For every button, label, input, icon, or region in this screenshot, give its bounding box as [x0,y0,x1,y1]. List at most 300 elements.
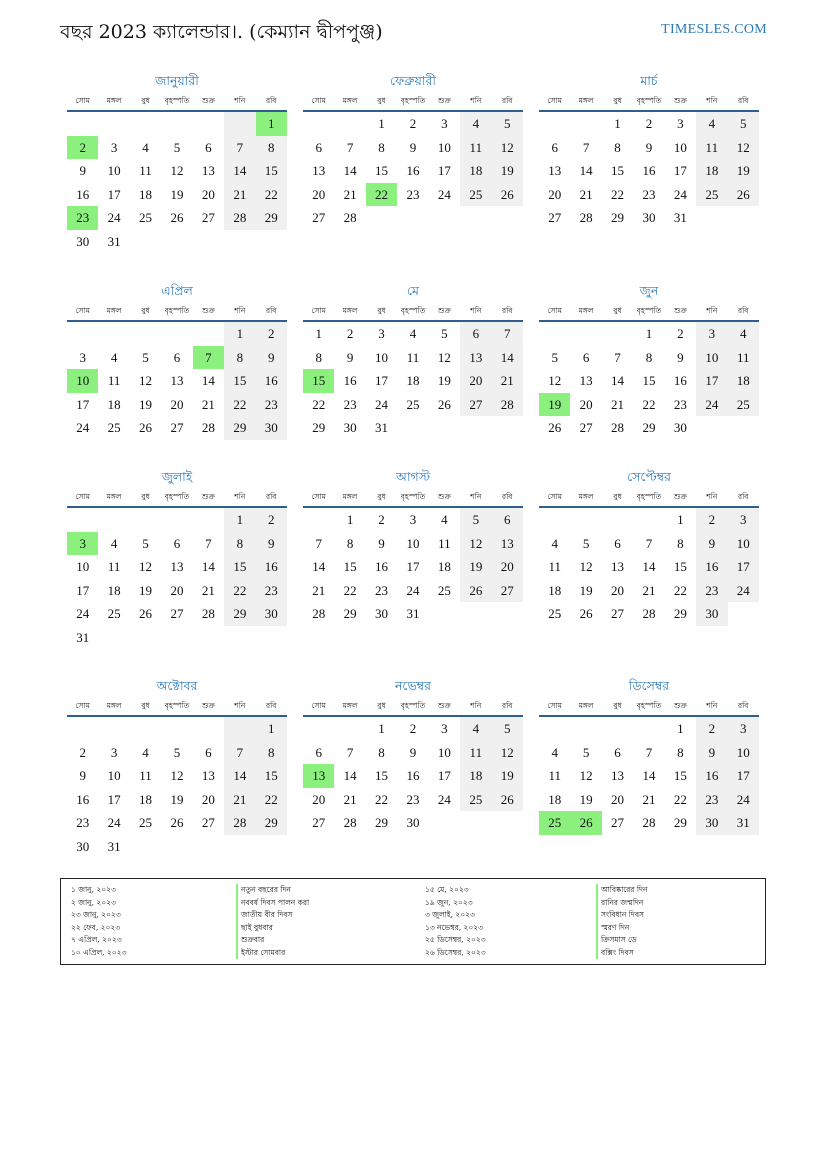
day-cell[interactable]: 18 [437,559,451,574]
day-cell[interactable]: 21 [224,183,255,207]
day-cell[interactable]: 2 [696,508,727,532]
day-cell[interactable]: 26 [492,788,523,812]
day-cell[interactable]: 14 [642,559,656,574]
day-cell[interactable]: 16 [375,559,389,574]
day-cell[interactable]: 26 [460,579,491,603]
day-cell[interactable]: 18 [696,159,727,183]
day-cell[interactable]: 23 [256,579,287,603]
day-cell[interactable]: 5 [460,508,491,532]
day-cell[interactable]: 5 [492,112,523,136]
day-cell[interactable]: 25 [696,183,727,207]
day-cell[interactable]: 15 [375,163,389,178]
day-cell[interactable]: 1 [346,512,354,527]
day-cell[interactable]: 25 [107,606,121,621]
day-cell[interactable]: 26 [139,606,153,621]
day-cell[interactable]: 28 [611,420,625,435]
day-cell[interactable]: 26 [170,210,184,225]
day-cell[interactable]: 24 [728,579,759,603]
day-cell[interactable]: 11 [460,136,491,160]
day-cell[interactable]: 31 [107,233,121,249]
day-cell[interactable]: 8 [378,139,385,155]
day-cell[interactable]: 9 [256,346,287,370]
day-cell[interactable]: 29 [256,811,287,835]
day-cell[interactable]: 27 [312,815,326,830]
day-cell[interactable]: 2 [677,326,684,341]
day-cell[interactable]: 25 [139,210,153,225]
day-cell[interactable]: 21 [343,791,357,807]
day-cell[interactable]: 11 [139,163,152,178]
day-cell[interactable]: 19 [139,396,153,412]
day-cell[interactable]: 11 [406,349,420,365]
day-cell[interactable]: 4 [441,512,448,527]
day-cell[interactable]: 8 [614,139,621,155]
day-cell[interactable]: 10 [437,744,451,760]
day-cell[interactable]: 21 [492,369,523,393]
day-cell[interactable]: 9 [696,741,727,765]
day-cell[interactable]: 23 [673,396,687,412]
day-cell[interactable]: 3 [110,139,118,155]
day-cell[interactable]: 25 [460,183,491,207]
day-cell[interactable]: 23 [343,396,357,412]
day-cell[interactable]: 28 [579,210,593,225]
day-cell[interactable]: 7 [582,139,590,155]
day-cell[interactable]: 15 [611,163,625,178]
day-cell[interactable]: 20 [548,186,562,202]
day-cell[interactable]: 15 [224,555,255,579]
day-cell[interactable]: 19 [579,791,593,807]
day-cell[interactable]: 11 [696,136,727,160]
day-cell[interactable]: 22 [224,579,255,603]
day-cell[interactable]: 16 [696,764,727,788]
day-cell[interactable]: 25 [728,393,759,417]
day-cell[interactable]: 29 [256,206,287,230]
day-cell[interactable]: 22 [224,393,255,417]
day-cell[interactable]: 25 [460,788,491,812]
day-cell[interactable]: 13 [312,163,326,178]
day-cell[interactable]: 25 [548,606,562,621]
day-cell[interactable]: 11 [107,559,121,574]
day-cell[interactable]: 2 [67,136,98,160]
day-cell[interactable]: 7 [205,535,212,551]
day-cell[interactable]: 2 [346,326,354,341]
day-cell[interactable]: 3 [441,721,448,736]
day-cell[interactable]: 18 [548,791,562,807]
day-cell[interactable]: 10 [406,535,420,551]
day-cell[interactable]: 1 [378,721,385,736]
day-cell[interactable]: 23 [406,186,420,202]
day-cell[interactable]: 14 [224,764,255,788]
day-cell[interactable]: 8 [256,136,287,160]
day-cell[interactable]: 22 [366,183,397,207]
day-cell[interactable]: 21 [611,396,625,412]
day-cell[interactable]: 17 [437,768,451,783]
day-cell[interactable]: 22 [256,788,287,812]
day-cell[interactable]: 9 [677,349,684,365]
day-cell[interactable]: 9 [409,139,417,155]
day-cell[interactable]: 27 [201,815,215,830]
day-cell[interactable]: 19 [728,159,759,183]
day-cell[interactable]: 21 [343,186,357,202]
day-cell[interactable]: 31 [673,210,687,225]
day-cell[interactable]: 15 [256,764,287,788]
day-cell[interactable]: 7 [315,535,322,551]
day-cell[interactable]: 29 [673,606,687,621]
day-cell[interactable]: 20 [579,396,593,412]
day-cell[interactable]: 23 [375,582,389,598]
day-cell[interactable]: 28 [201,420,215,435]
day-cell[interactable]: 13 [611,559,625,574]
day-cell[interactable]: 18 [406,373,420,388]
day-cell[interactable]: 10 [67,369,98,393]
day-cell[interactable]: 15 [642,373,656,388]
day-cell[interactable]: 2 [256,508,287,532]
day-cell[interactable]: 6 [315,744,322,760]
day-cell[interactable]: 24 [437,186,451,202]
day-cell[interactable]: 1 [677,721,684,736]
day-cell[interactable]: 27 [170,420,184,435]
day-cell[interactable]: 7 [224,741,255,765]
day-cell[interactable]: 10 [107,768,121,783]
day-cell[interactable]: 27 [611,815,625,830]
day-cell[interactable]: 15 [343,559,357,574]
day-cell[interactable]: 19 [170,791,184,807]
day-cell[interactable]: 30 [76,233,90,249]
day-cell[interactable]: 23 [67,206,98,230]
day-cell[interactable]: 14 [642,768,656,783]
day-cell[interactable]: 25 [139,815,153,830]
day-cell[interactable]: 22 [343,582,357,598]
day-cell[interactable]: 12 [548,373,562,388]
day-cell[interactable]: 8 [346,535,354,551]
day-cell[interactable]: 5 [173,139,181,155]
day-cell[interactable]: 27 [611,606,625,621]
day-cell[interactable]: 17 [728,764,759,788]
day-cell[interactable]: 16 [406,163,420,178]
day-cell[interactable]: 31 [76,629,90,645]
day-cell[interactable]: 16 [642,163,656,178]
day-cell[interactable]: 2 [409,721,417,736]
day-cell[interactable]: 14 [201,373,215,388]
day-cell[interactable]: 20 [611,582,625,598]
day-cell[interactable]: 4 [551,535,558,551]
day-cell[interactable]: 12 [170,768,184,783]
day-cell[interactable]: 1 [224,508,255,532]
day-cell[interactable]: 5 [492,717,523,741]
day-cell[interactable]: 12 [139,373,153,388]
day-cell[interactable]: 20 [492,555,523,579]
day-cell[interactable]: 18 [460,159,491,183]
day-cell[interactable]: 14 [343,768,357,783]
day-cell[interactable]: 20 [170,396,184,412]
day-cell[interactable]: 17 [696,369,727,393]
day-cell[interactable]: 7 [645,744,653,760]
day-cell[interactable]: 8 [677,744,684,760]
day-cell[interactable]: 6 [315,139,322,155]
day-cell[interactable]: 10 [728,741,759,765]
day-cell[interactable]: 29 [224,602,255,626]
day-cell[interactable]: 22 [256,183,287,207]
day-cell[interactable]: 8 [224,346,255,370]
day-cell[interactable]: 20 [170,582,184,598]
day-cell[interactable]: 12 [492,741,523,765]
day-cell[interactable]: 10 [437,139,451,155]
day-cell[interactable]: 16 [696,555,727,579]
day-cell[interactable]: 15 [303,369,334,393]
day-cell[interactable]: 17 [728,555,759,579]
day-cell[interactable]: 4 [110,349,118,365]
day-cell[interactable]: 3 [110,744,118,760]
site-name[interactable]: TIMESLES.COM [661,22,767,37]
day-cell[interactable]: 1 [677,512,684,527]
day-cell[interactable]: 4 [551,744,558,760]
day-cell[interactable]: 18 [728,369,759,393]
day-cell[interactable]: 24 [76,420,90,435]
day-cell[interactable]: 24 [673,186,687,202]
day-cell[interactable]: 2 [409,116,417,131]
day-cell[interactable]: 28 [642,606,656,621]
day-cell[interactable]: 3 [728,508,759,532]
day-cell[interactable]: 1 [315,326,322,341]
day-cell[interactable]: 30 [256,416,287,440]
day-cell[interactable]: 30 [673,420,687,435]
day-cell[interactable]: 2 [645,116,653,131]
day-cell[interactable]: 30 [696,811,727,835]
day-cell[interactable]: 5 [173,744,181,760]
day-cell[interactable]: 11 [548,768,561,783]
day-cell[interactable]: 27 [170,606,184,621]
day-cell[interactable]: 11 [438,535,451,551]
day-cell[interactable]: 20 [201,791,215,807]
day-cell[interactable]: 30 [406,815,420,830]
day-cell[interactable]: 7 [346,744,354,760]
day-cell[interactable]: 1 [645,326,653,341]
day-cell[interactable]: 18 [107,396,121,412]
day-cell[interactable]: 21 [201,582,215,598]
day-cell[interactable]: 18 [139,791,153,807]
day-cell[interactable]: 3 [79,349,86,365]
day-cell[interactable]: 18 [139,186,153,202]
day-cell[interactable]: 12 [139,559,153,574]
day-cell[interactable]: 3 [441,116,448,131]
day-cell[interactable]: 22 [312,396,326,412]
day-cell[interactable]: 24 [375,396,389,412]
day-cell[interactable]: 23 [256,393,287,417]
day-cell[interactable]: 23 [76,815,90,830]
day-cell[interactable]: 12 [579,559,593,574]
day-cell[interactable]: 22 [673,582,687,598]
day-cell[interactable]: 9 [346,349,354,365]
day-cell[interactable]: 21 [312,582,326,598]
day-cell[interactable]: 7 [224,136,255,160]
day-cell[interactable]: 18 [107,582,121,598]
day-cell[interactable]: 13 [170,559,184,574]
day-cell[interactable]: 16 [76,791,90,807]
day-cell[interactable]: 20 [312,791,326,807]
day-cell[interactable]: 30 [256,602,287,626]
day-cell[interactable]: 22 [642,396,656,412]
day-cell[interactable]: 7 [193,346,224,370]
day-cell[interactable]: 29 [642,420,656,435]
day-cell[interactable]: 13 [492,532,523,556]
day-cell[interactable]: 20 [312,186,326,202]
day-cell[interactable]: 10 [375,349,389,365]
day-cell[interactable]: 26 [548,420,562,435]
day-cell[interactable]: 29 [611,210,625,225]
day-cell[interactable]: 30 [696,602,727,626]
day-cell[interactable]: 10 [76,559,90,574]
day-cell[interactable]: 30 [343,420,357,435]
day-cell[interactable]: 27 [201,210,215,225]
day-cell[interactable]: 17 [107,186,121,202]
day-cell[interactable]: 8 [224,532,255,556]
day-cell[interactable]: 6 [205,139,212,155]
day-cell[interactable]: 12 [460,532,491,556]
day-cell[interactable]: 12 [728,136,759,160]
day-cell[interactable]: 14 [312,559,326,574]
day-cell[interactable]: 6 [551,139,558,155]
day-cell[interactable]: 8 [256,741,287,765]
day-cell[interactable]: 31 [728,811,759,835]
day-cell[interactable]: 16 [256,555,287,579]
day-cell[interactable]: 6 [582,349,590,365]
day-cell[interactable]: 4 [460,717,491,741]
day-cell[interactable]: 12 [492,136,523,160]
day-cell[interactable]: 20 [201,186,215,202]
day-cell[interactable]: 17 [673,163,687,178]
day-cell[interactable]: 16 [76,186,90,202]
day-cell[interactable]: 27 [492,579,523,603]
day-cell[interactable]: 19 [492,159,523,183]
day-cell[interactable]: 17 [375,373,389,388]
day-cell[interactable]: 6 [614,744,621,760]
day-cell[interactable]: 26 [492,183,523,207]
day-cell[interactable]: 25 [406,396,420,412]
day-cell[interactable]: 11 [728,346,759,370]
day-cell[interactable]: 8 [677,535,684,551]
day-cell[interactable]: 13 [579,373,593,388]
day-cell[interactable]: 14 [492,346,523,370]
day-cell[interactable]: 21 [201,396,215,412]
day-cell[interactable]: 9 [378,535,385,551]
day-cell[interactable]: 28 [343,210,357,225]
day-cell[interactable]: 8 [378,744,385,760]
day-cell[interactable]: 11 [139,768,152,783]
day-cell[interactable]: 1 [256,112,287,136]
day-cell[interactable]: 6 [173,349,181,365]
day-cell[interactable]: 29 [312,420,326,435]
day-cell[interactable]: 13 [611,768,625,783]
day-cell[interactable]: 7 [346,139,354,155]
day-cell[interactable]: 30 [375,606,389,621]
day-cell[interactable]: 30 [642,210,656,225]
day-cell[interactable]: 19 [539,393,570,417]
day-cell[interactable]: 3 [728,717,759,741]
day-cell[interactable]: 29 [224,416,255,440]
day-cell[interactable]: 17 [107,791,121,807]
day-cell[interactable]: 26 [570,811,601,835]
day-cell[interactable]: 30 [76,838,90,854]
day-cell[interactable]: 15 [673,768,687,783]
day-cell[interactable]: 19 [437,373,451,388]
day-cell[interactable]: 22 [611,186,625,202]
day-cell[interactable]: 5 [582,744,590,760]
day-cell[interactable]: 27 [312,210,326,225]
day-cell[interactable]: 15 [224,369,255,393]
day-cell[interactable]: 24 [107,210,121,225]
day-cell[interactable]: 13 [201,768,215,783]
day-cell[interactable]: 23 [406,791,420,807]
day-cell[interactable]: 13 [303,764,334,788]
day-cell[interactable]: 22 [673,791,687,807]
day-cell[interactable]: 28 [224,811,255,835]
day-cell[interactable]: 17 [437,163,451,178]
day-cell[interactable]: 7 [614,349,621,365]
day-cell[interactable]: 12 [437,349,451,365]
day-cell[interactable]: 6 [205,744,212,760]
day-cell[interactable]: 1 [614,116,621,131]
day-cell[interactable]: 15 [673,559,687,574]
day-cell[interactable]: 31 [406,606,420,621]
day-cell[interactable]: 26 [437,396,451,412]
day-cell[interactable]: 11 [107,373,121,388]
day-cell[interactable]: 5 [142,535,149,551]
day-cell[interactable]: 24 [728,788,759,812]
day-cell[interactable]: 2 [256,322,287,346]
day-cell[interactable]: 26 [170,815,184,830]
day-cell[interactable]: 24 [107,815,121,830]
day-cell[interactable]: 9 [79,768,86,783]
day-cell[interactable]: 5 [142,349,149,365]
day-cell[interactable]: 21 [579,186,593,202]
day-cell[interactable]: 5 [441,326,448,341]
day-cell[interactable]: 24 [437,791,451,807]
day-cell[interactable]: 21 [224,788,255,812]
day-cell[interactable]: 6 [173,535,181,551]
day-cell[interactable]: 10 [673,139,687,155]
day-cell[interactable]: 3 [409,512,417,527]
day-cell[interactable]: 9 [256,532,287,556]
day-cell[interactable]: 25 [437,582,451,598]
day-cell[interactable]: 3 [67,532,98,556]
day-cell[interactable]: 12 [579,768,593,783]
day-cell[interactable]: 24 [406,582,420,598]
day-cell[interactable]: 2 [696,717,727,741]
day-cell[interactable]: 16 [343,373,357,388]
day-cell[interactable]: 6 [492,508,523,532]
day-cell[interactable]: 31 [375,420,389,435]
day-cell[interactable]: 24 [76,606,90,621]
day-cell[interactable]: 27 [548,210,562,225]
day-cell[interactable]: 3 [696,322,727,346]
day-cell[interactable]: 13 [201,163,215,178]
day-cell[interactable]: 19 [170,186,184,202]
day-cell[interactable]: 3 [677,116,684,131]
day-cell[interactable]: 9 [696,532,727,556]
day-cell[interactable]: 17 [76,582,90,598]
day-cell[interactable]: 4 [696,112,727,136]
day-cell[interactable]: 9 [645,139,653,155]
day-cell[interactable]: 10 [107,163,121,178]
day-cell[interactable]: 14 [343,163,357,178]
day-cell[interactable]: 27 [579,420,593,435]
day-cell[interactable]: 2 [79,744,86,760]
day-cell[interactable]: 19 [460,555,491,579]
day-cell[interactable]: 4 [409,326,417,341]
day-cell[interactable]: 18 [460,764,491,788]
day-cell[interactable]: 4 [110,535,118,551]
day-cell[interactable]: 26 [139,420,153,435]
day-cell[interactable]: 15 [375,768,389,783]
